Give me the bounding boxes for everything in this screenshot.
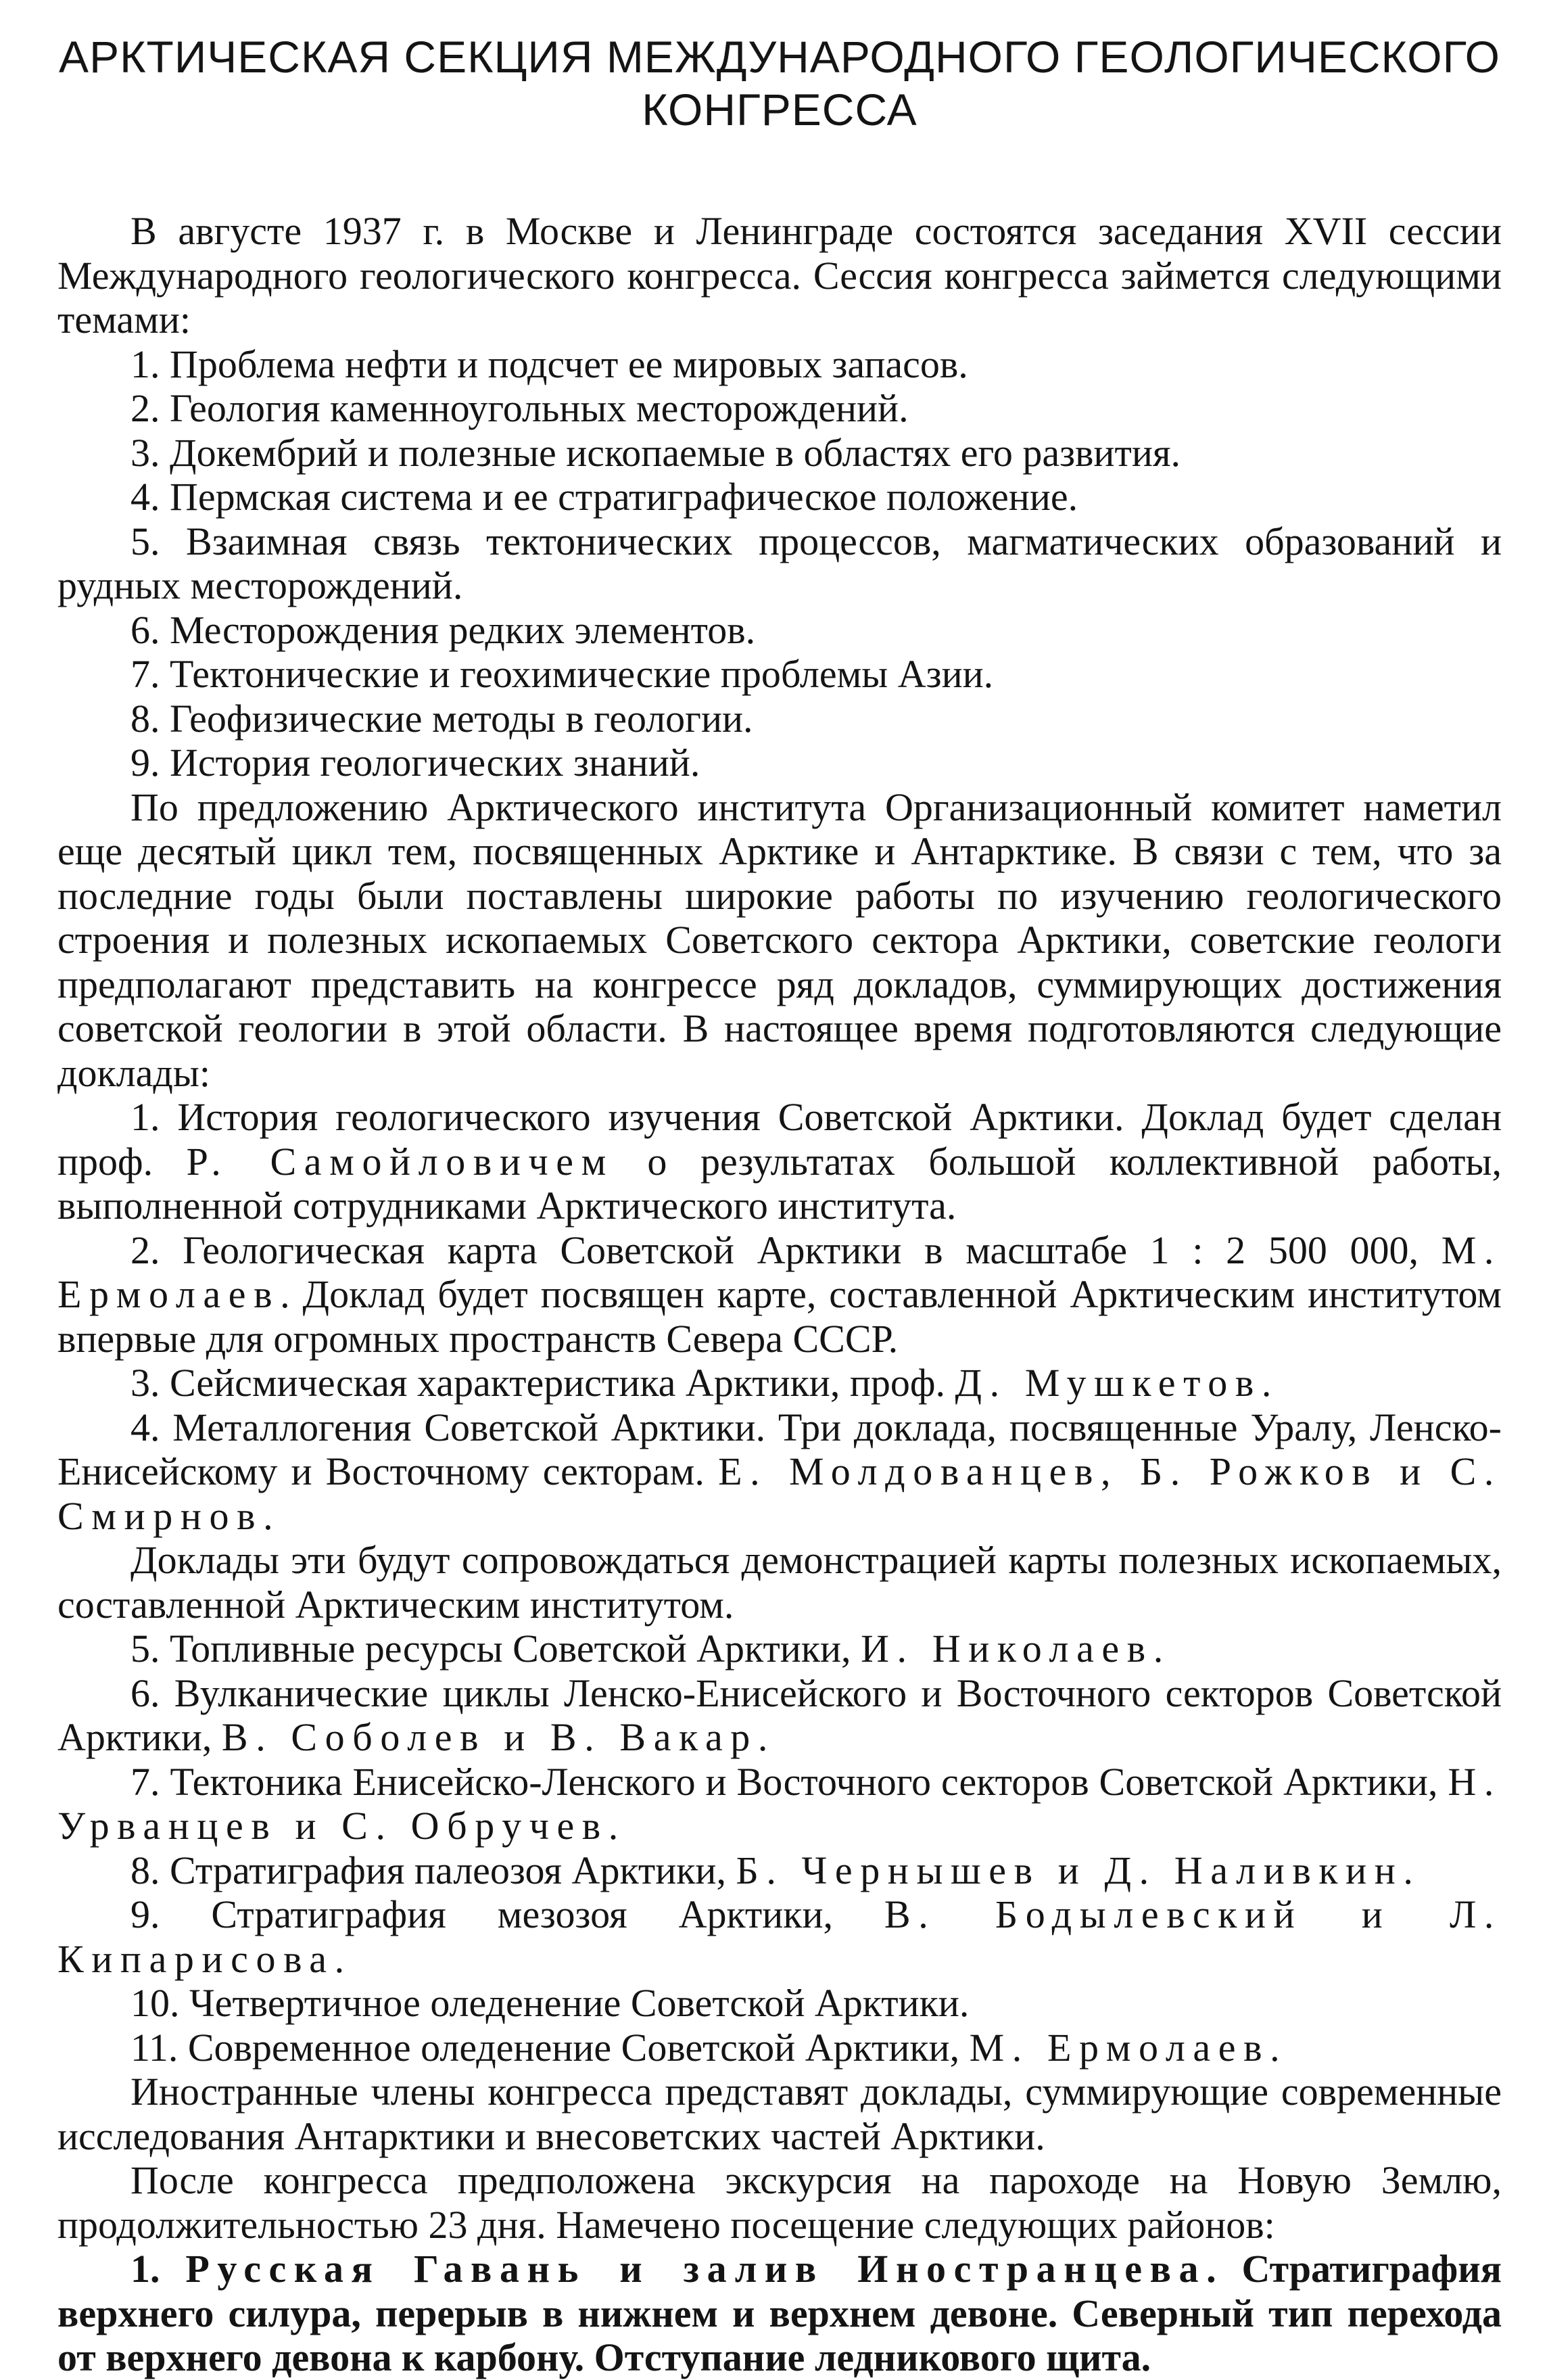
author-name: М. Ермолаев xyxy=(969,2025,1270,2070)
report-item xyxy=(57,1981,1502,2026)
item-text: 5. Топливные ресурсы Советской Арктики, xyxy=(130,1627,861,1671)
author-name: В. Бодылевский и Л. Кипарисова xyxy=(57,1892,1502,1981)
item-tail: . xyxy=(757,1715,768,1759)
author-name: Русская Гавань и залив Иностранцева xyxy=(185,2247,1207,2291)
item-text: 10. Четвертичное оледенение Советской Арктики. xyxy=(130,1981,970,2025)
author-name: Б. Чернышев и Д. Наливкин xyxy=(736,1848,1404,1892)
author-name: Е. Молдованцев, Б. Рожков и С. Смирнов xyxy=(57,1449,1502,1538)
foreign-members-paragraph: Иностранные члены конгресса представят доклады, суммирующие современные исследования Антарктики и внесоветских частей Арктики. xyxy=(57,2070,1502,2158)
theme-item: 9. История геологических знаний. xyxy=(130,741,700,785)
item-text: 3. Сейсмическая характеристика Арктики, проф. xyxy=(130,1361,955,1405)
article-title: АРКТИЧЕСКАЯ СЕКЦИЯ МЕЖДУНАРОДНОГО ГЕОЛОГИЧЕСКОГО КОНГРЕССА xyxy=(59,32,1500,135)
item-text: 6. Вулканические циклы Ленско-Енисейского и Восточного секторов Советской Арктики, xyxy=(57,1671,1502,1759)
excursion-paragraph: После конгресса предположена экскурсия на пароходе на Новую Землю, продолжительностью 23 дня. Намечено посещение следующих районов: xyxy=(57,2158,1502,2247)
district-item xyxy=(57,2247,1502,2380)
theme-item: 2. Геология каменноугольных месторождений. xyxy=(130,386,909,430)
item-text: 4. Металлогения Советской Арктики. Три доклада, посвященные Уралу, Ленско-Енисейскому и Восточному секторам. xyxy=(57,1405,1502,1493)
item-tail: . xyxy=(1403,1848,1413,1892)
item-tail: . Доклад будет посвящен карте, составленной Арктическим институтом впервые для огромных пространств Севера СССР. xyxy=(57,1272,1502,1361)
item-tail: о результатах большой коллективной работы, выполненной сотрудниками Арктического института. xyxy=(57,1139,1502,1228)
author-name: И. Николаев xyxy=(861,1627,1153,1671)
report-item xyxy=(57,2026,1502,2070)
theme-item: 5. Взаимная связь тектонических процессов, магматических образований и рудных месторождений. xyxy=(57,519,1502,607)
item-text: 7. Тектоника Енисейско-Ленского и Восточного секторов Советской Арктики, xyxy=(130,1759,1448,1804)
item-text: 1. xyxy=(130,2247,186,2291)
theme-item: 6. Месторождения редких элементов. xyxy=(130,607,756,652)
item-text: 2. Геологическая карта Советской Арктики в масштабе 1 : 2 500 000, xyxy=(130,1228,1441,1272)
theme-item: 3. Докембрий и полезные ископаемые в областях его развития. xyxy=(130,430,1181,475)
report-item xyxy=(57,1095,1502,1228)
article-body xyxy=(57,209,1502,2380)
item-text: 1. История геологического изучения Советской Арктики. Доклад будет сделан проф. xyxy=(57,1095,1502,1184)
author-name: Р. Самойловичем xyxy=(186,1139,614,1184)
theme-item: 7. Тектонические и геохимические проблемы Азии. xyxy=(130,652,994,696)
report-item xyxy=(57,1671,1502,1760)
report-item xyxy=(57,1228,1502,1361)
author-name: В. Соболев и В. Вакар xyxy=(221,1715,758,1759)
item-tail: . Стратиграфия верхнего силура, перерыв в нижнем и верхнем девоне. Северный тип перехода от верхнего девона к карбону. Отступание ледникового щита. xyxy=(57,2247,1502,2379)
author-name: Н. Урванцев и С. Обручев xyxy=(57,1759,1502,1848)
theme-item: 8. Геофизические методы в геологии. xyxy=(130,696,753,741)
map-note-paragraph: Доклады эти будут сопровождаться демонстрацией карты полезных ископаемых, составленной Арктическим институтом. xyxy=(57,1538,1502,1627)
item-tail: . xyxy=(1261,1361,1272,1405)
theme-item: 4. Пермская система и ее стратиграфическое положение. xyxy=(130,475,1078,519)
item-tail: . xyxy=(1153,1627,1164,1671)
report-item xyxy=(57,1405,1502,1539)
reports-list-continued xyxy=(57,1627,1502,2070)
report-item xyxy=(57,1627,1502,1671)
intro-paragraph: В августе 1937 г. в Москве и Ленинграде состоятся заседания XVII сессии Международного геологического конгресса. Сессия конгресса займется следующими темами: xyxy=(57,209,1502,342)
item-tail: . xyxy=(263,1493,273,1538)
districts-list xyxy=(57,2247,1502,2380)
item-text: 11. Современное оледенение Советской Арктики, xyxy=(130,2025,970,2070)
item-text: 9. Стратиграфия мезозоя Арктики, xyxy=(130,1892,884,1936)
item-tail: . xyxy=(1270,2025,1280,2070)
author-name: Д. Мушкетов xyxy=(955,1361,1262,1405)
theme-item: 1. Проблема нефти и подсчет ее мировых запасов. xyxy=(130,342,968,386)
item-tail: . xyxy=(334,1936,345,1981)
reports-list xyxy=(57,1095,1502,1538)
themes-list xyxy=(57,342,1502,785)
arctic-paragraph: По предложению Арктического института Организационный комитет наметил еще десятый цикл тем, посвященных Арктике и Антарктике. В связи с тем, что за последние годы были поставлены широкие работы по изучению геологического строения и полезных ископаемых Советского сектора Арктики, советские геологи предполагают представить на конгрессе ряд докладов, суммирующих достижения советской геологии в этой области. В настоящее время подготовляются следующие доклады: xyxy=(57,785,1502,1095)
report-item xyxy=(57,1361,1502,1405)
author-name: М. Ермолаев xyxy=(57,1228,1502,1316)
item-text: 8. Стратиграфия палеозоя Арктики, xyxy=(130,1848,736,1892)
report-item xyxy=(57,1760,1502,1848)
report-item xyxy=(57,1848,1502,1893)
report-item xyxy=(57,1892,1502,1981)
item-tail: . xyxy=(608,1804,619,1848)
